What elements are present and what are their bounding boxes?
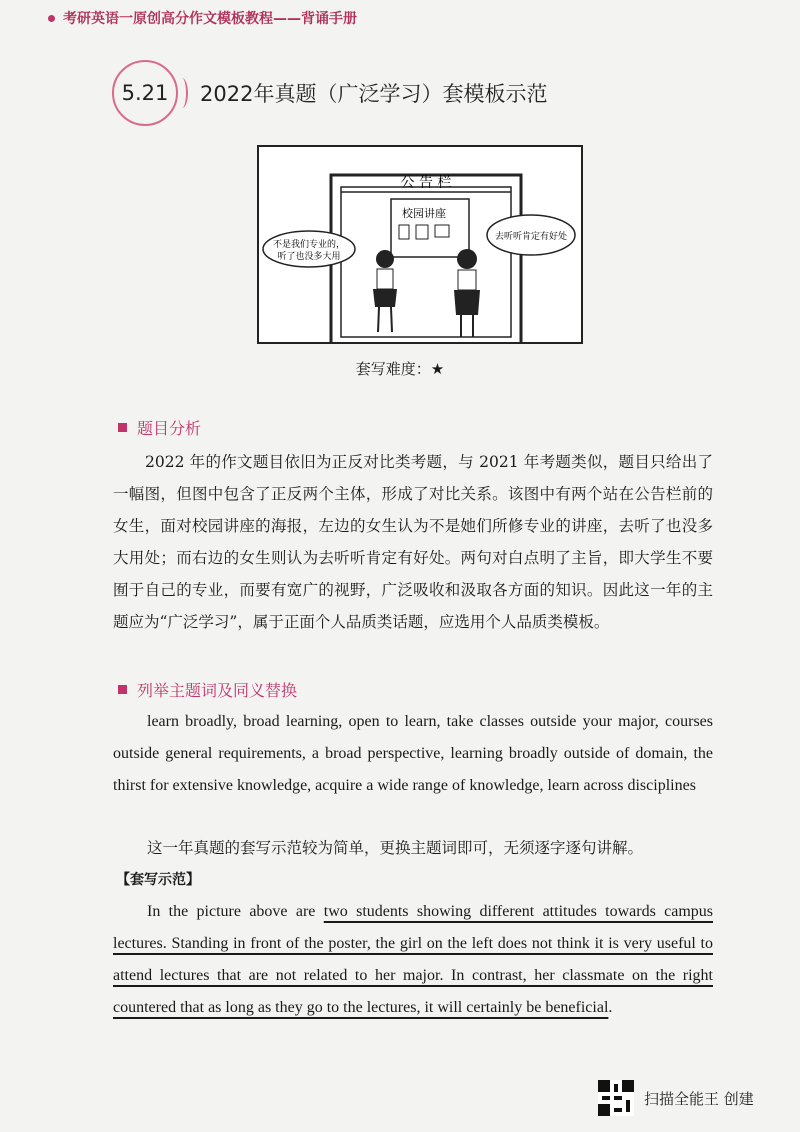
analysis-paragraph: 2022 年的作文题目依旧为正反对比类考题，与 2021 年考题类似，题目只给出了一幅图，但图中包含了正反两个主体，形成了对比关系。该图中有两个站在公告栏前的女生，面对校园讲座的海报，左边的女生认为不是她们所修专业的讲座，去听了也没多大用处；而右边的女生则认为去听听肯定有好处。两句对白点明了主旨，即大学生不要囿于自己的专业，而要有宽广的视野，广泛吸收和汲取各方面的知识。因此这一年的主题应为“广泛学习”，属于正面个人品质类话题，应选用个人品质类模板。 <box>113 453 713 631</box>
right-bubble-text: 去听听肯定有好处 <box>494 232 568 242</box>
keywords-paragraph: learn broadly, broad learning, open to learn, take classes outside your major, courses outside general requirements, a broad perspective, learning broadly outside of domain, the thirst for extensive knowledge, acquire a wide range of knowledge, learn across disciplines <box>113 713 713 794</box>
sample-paragraph <box>113 896 713 1024</box>
section-number: 5.21 <box>112 60 178 126</box>
board-title: 公 告 栏 <box>400 175 452 191</box>
analysis-heading: 题目分析 <box>137 419 202 438</box>
cartoon-illustration <box>257 145 583 344</box>
qr-code-icon <box>598 1080 634 1116</box>
square-bullet-icon <box>118 685 127 694</box>
keywords-heading-row <box>118 678 297 701</box>
left-bubble-line-2: 听了也没多大用 <box>277 252 341 262</box>
keywords-note: 这一年真题的套写示范较为简单，更换主题词即可，无须逐字逐句讲解。 <box>147 839 644 857</box>
sample-underlined-text: two students showing different attitudes towards campus lectures. Standing in front of the poster, the girl on the left does not think it is very useful to attend lectures that are not related to her major. In contrast, her classmate on the right countered that as long as they go to the lectures, it will certainly be beneficial <box>113 903 714 1016</box>
sample-lead: In the picture above are <box>147 903 324 920</box>
left-bubble-line-1: 不是我们专业的， <box>272 240 346 250</box>
square-bullet-icon <box>118 423 127 432</box>
section-title <box>112 60 547 126</box>
left-girl-figure <box>373 250 397 332</box>
watermark-text: 扫描全能王 创建 <box>644 1089 754 1108</box>
scan-watermark <box>598 1080 754 1116</box>
right-girl-figure <box>454 249 480 337</box>
running-header <box>48 8 357 28</box>
cartoon-drawing <box>259 147 581 342</box>
poster-title: 校园讲座 <box>402 207 446 220</box>
analysis-heading-row <box>118 416 201 439</box>
sample-tail: . <box>608 999 613 1016</box>
running-title: 考研英语一原创高分作文模板教程——背诵手册 <box>63 11 357 27</box>
sample-label: 【套写示范】 <box>116 872 200 888</box>
difficulty-rating: 套写难度：★ <box>355 360 445 378</box>
section-heading: 2022年真题（广泛学习）套模板示范 <box>200 82 548 106</box>
keywords-heading: 列举主题词及同义替换 <box>137 681 298 700</box>
bullet-dot <box>48 15 55 22</box>
